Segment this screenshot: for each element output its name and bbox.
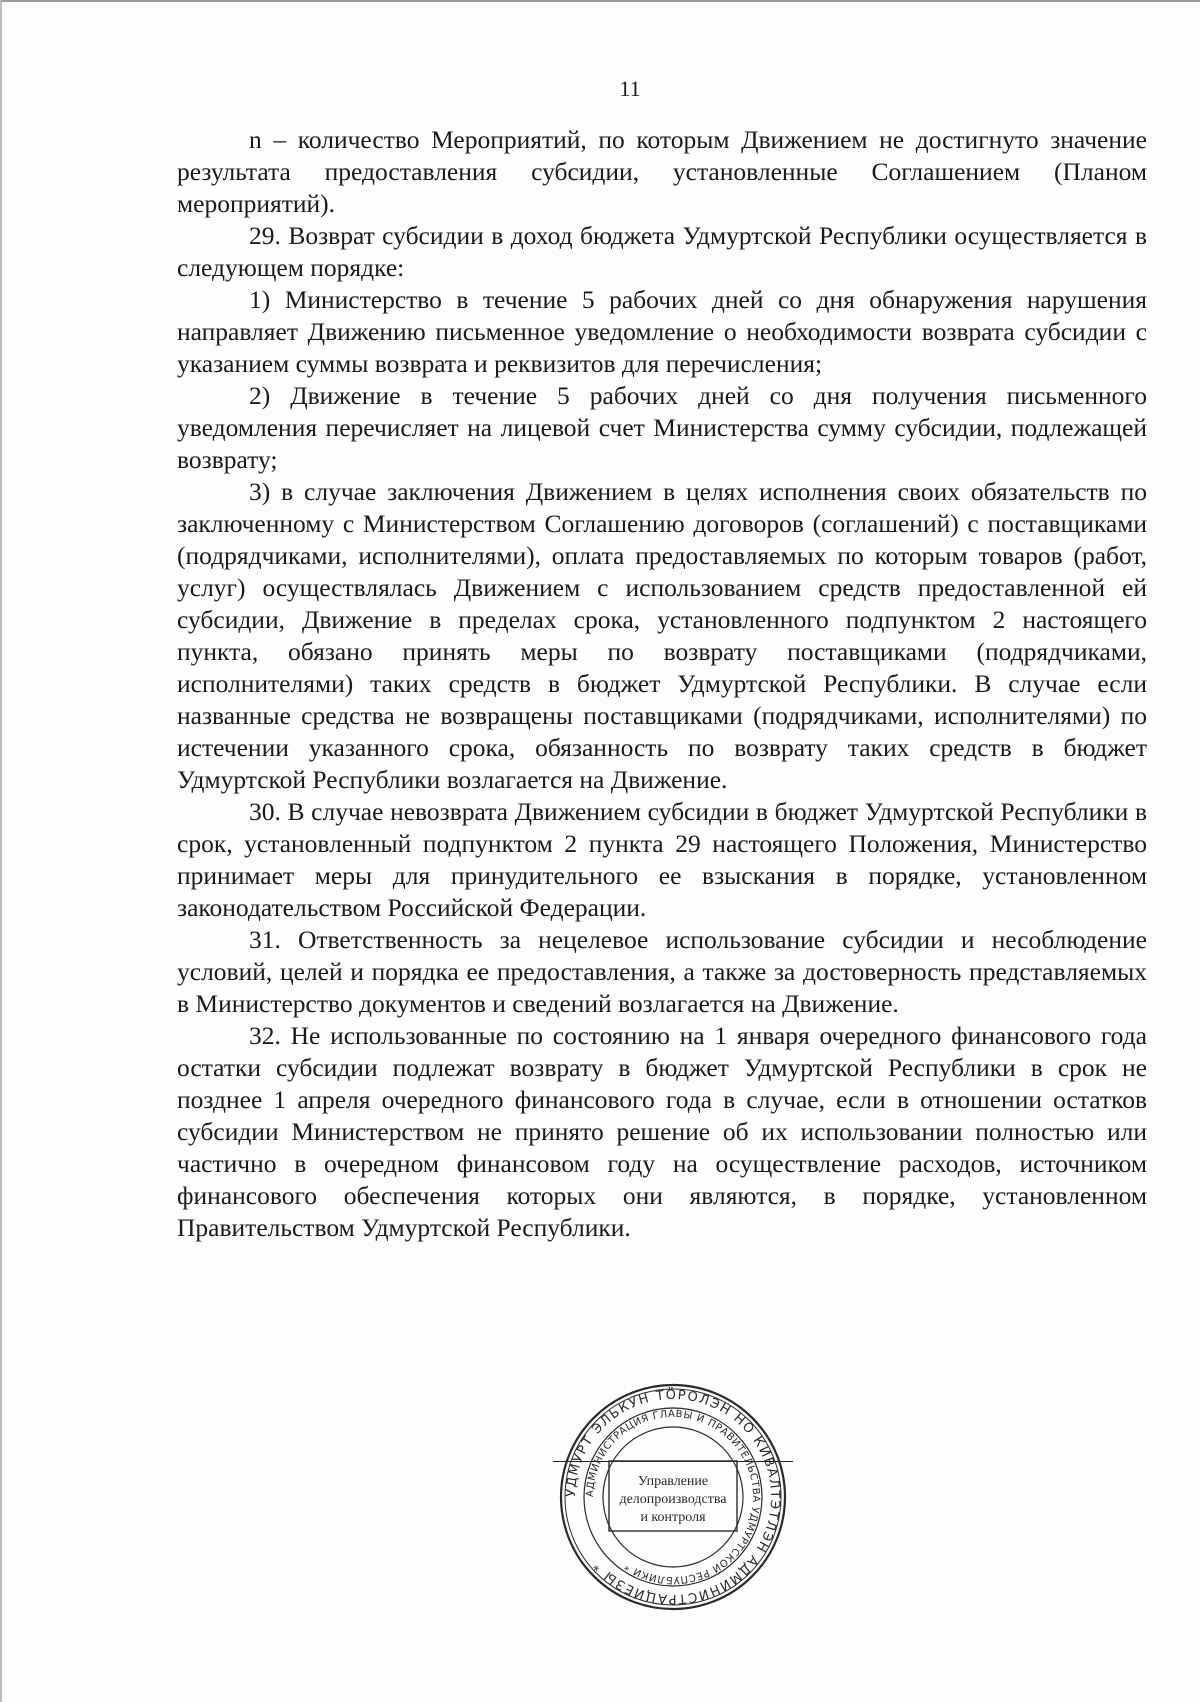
body-text [177, 124, 1147, 1244]
page-number: 11 [619, 76, 641, 101]
paragraph-n-definition: n – количество Мероприятий, по которым Движением не достигнуто значение результата предоставления субсидии, установленные Соглашением (Планом мероприятий). [177, 125, 1147, 218]
stamp-outer-text: УДМУРТ ЭЛЬКУН ТӦРОЛЭН НО КИВАЛТЭТЛЭН АДМИНИСТРАЦИЕЗЫ * [563, 1387, 783, 1607]
paragraph-32: 32. Не использованные по состоянию на 1 января очередного финансового года остатки субсидии подлежат возврату в бюджет Удмуртской Республики в срок не позднее 1 апреля очередного финансового года в случае, если в отношении остатков субсидии Министерством не принято решение об их использовании полностью или частично в очередном финансовом году на осуществление расходов, источником финансового обеспечения которых они являются, в порядке, установленном Правительством Удмуртской Республики. [177, 1021, 1147, 1242]
paragraph-29: 29. Возврат субсидии в доход бюджета Удмуртской Республики осуществляется в следующем порядке: [177, 221, 1147, 282]
stamp-center-line-3: и контроля [640, 1510, 706, 1525]
stamp-inner-text: АДМИНИСТРАЦИЯ ГЛАВЫ И ПРАВИТЕЛЬСТВА УДМУРТСКОЙ РЕСПУБЛИКИ * [584, 1408, 762, 1586]
official-stamp [553, 1377, 793, 1617]
stamp-seal-icon [553, 1377, 793, 1617]
stamp-center-line-1: Управление [637, 1474, 709, 1489]
page-edge-top [0, 0, 1200, 2]
paragraph-29-item-2: 2) Движение в течение 5 рабочих дней со дня получения письменного уведомления перечисляет на лицевой счет Министерства сумму субсидии, подлежащей возврату; [177, 381, 1147, 474]
paragraph-29-item-1: 1) Министерство в течение 5 рабочих дней со дня обнаружения нарушения направляет Движению письменное уведомление о необходимости возврата субсидии с указанием суммы возврата и реквизитов для перечисления; [177, 285, 1147, 378]
stamp-center-line-2: делопроизводства [619, 1492, 727, 1507]
paragraph-30: 30. В случае невозврата Движением субсидии в бюджет Удмуртской Республики в срок, установленный подпунктом 2 пункта 29 настоящего Положения, Министерство принимает меры для принудительного ее взыскания в порядке, установленном законодательством Российской Федерации. [177, 797, 1147, 922]
paragraph-29-item-3: 3) в случае заключения Движением в целях исполнения своих обязательств по заключенному с Министерством Соглашению договоров (соглашений) с поставщиками (подрядчиками, исполнителями), оплата предоставляемых по которым товаров (работ, услуг) осуществлялась Движением с использованием средств предоставленной ей субсидии, Движение в пределах срока, установленного подпунктом 2 настоящего пункта, обязано принять меры по возврату поставщиками (подрядчиками, исполнителями) таких средств в бюджет Удмуртской Республики. В случае если названные средства не возвращены поставщиками (подрядчиками, исполнителями) по истечении указанного срока, обязанность по возврату таких средств в бюджет Удмуртской Республики возлагается на Движение. [177, 477, 1147, 794]
paragraph-31: 31. Ответственность за нецелевое использование субсидии и несоблюдение условий, целей и порядка ее предоставления, а также за достоверность представляемых в Министерство документов и сведений возлагается на Движение. [177, 925, 1147, 1018]
page-edge-left [0, 0, 2, 1702]
